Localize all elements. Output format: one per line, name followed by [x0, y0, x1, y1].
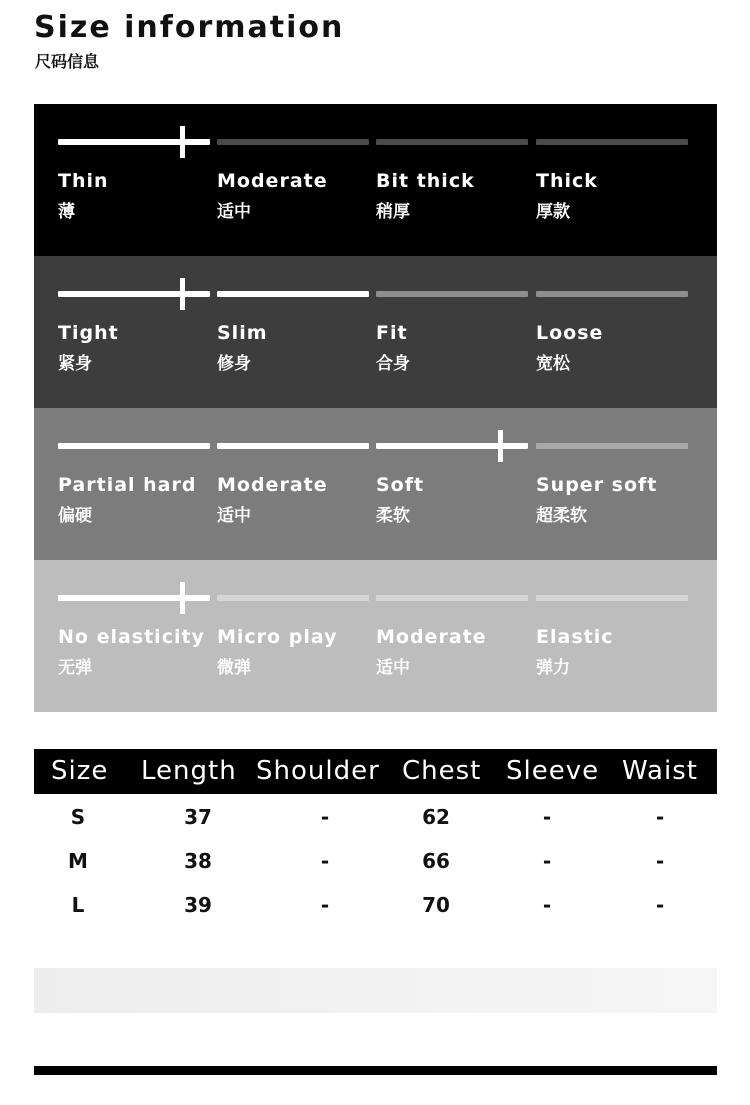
table-cell: -: [655, 893, 665, 917]
table-cell: S: [70, 805, 86, 829]
scale-bar-segment: [58, 291, 210, 297]
table-cell: L: [71, 893, 85, 917]
scale-option-label: Tight: [58, 322, 119, 344]
scale-option-label-cn: 宽松: [536, 354, 570, 374]
scale-option-label: No elasticity: [58, 626, 205, 648]
scale-bar-segment: [217, 595, 369, 601]
scale-option-label: Bit thick: [376, 170, 475, 192]
scale-bar-segment: [58, 139, 210, 145]
scale-option-label-cn: 超柔软: [536, 506, 587, 526]
scale-bar-segment: [376, 139, 528, 145]
table-cell: -: [320, 893, 330, 917]
scale-bar-segment: [58, 443, 210, 449]
table-cell: -: [542, 805, 552, 829]
scale-option-label-cn: 微弹: [217, 658, 251, 678]
table-row: [34, 882, 717, 926]
scale-bar-segment: [376, 595, 528, 601]
scale-option-label: Partial hard: [58, 474, 197, 496]
scale-bar-segment: [217, 139, 369, 145]
size-table-header: [34, 749, 717, 794]
scale-option-label: Thick: [536, 170, 598, 192]
page-title: Size information: [34, 10, 345, 45]
column-header: Chest: [402, 756, 482, 786]
scale-option-label: Micro play: [217, 626, 338, 648]
scale-option-label: Super soft: [536, 474, 658, 496]
column-header: Length: [141, 756, 237, 786]
table-cell: 66: [422, 849, 450, 873]
scale-option-label-cn: 紧身: [58, 354, 92, 374]
scale-option-label: Soft: [376, 474, 425, 496]
scale-option-label-cn: 薄: [58, 202, 75, 222]
scale-option-label-cn: 厚款: [536, 202, 570, 222]
table-row: [34, 794, 717, 838]
scale-row-softness: [34, 408, 717, 560]
table-cell: -: [655, 805, 665, 829]
scale-bar-segment: [536, 595, 688, 601]
scale-bar-segment: [58, 595, 210, 601]
scale-bar-segment: [376, 291, 528, 297]
table-cell: -: [542, 893, 552, 917]
table-cell: 38: [184, 849, 212, 873]
scale-selection-marker: [180, 582, 185, 614]
scale-option-label-cn: 适中: [376, 658, 410, 678]
table-cell: 70: [422, 893, 450, 917]
scale-option-label-cn: 稍厚: [376, 202, 410, 222]
scale-selection-marker: [498, 430, 503, 462]
bottom-rule: [34, 1066, 717, 1075]
table-cell: -: [320, 849, 330, 873]
scale-option-label: Moderate: [217, 474, 328, 496]
scale-option-label-cn: 修身: [217, 354, 251, 374]
table-cell: -: [542, 849, 552, 873]
table-cell: 37: [184, 805, 212, 829]
column-header: Sleeve: [506, 756, 600, 786]
gray-divider-band: [34, 968, 717, 1013]
scale-option-label-cn: 适中: [217, 202, 251, 222]
column-header: Size: [51, 756, 109, 786]
scale-bar-segment: [217, 443, 369, 449]
scale-option-label-cn: 柔软: [376, 506, 410, 526]
scale-option-label: Elastic: [536, 626, 614, 648]
column-header: Shoulder: [256, 756, 380, 786]
scale-option-label-cn: 无弹: [58, 658, 92, 678]
scale-row-elasticity: [34, 560, 717, 712]
scale-option-label: Loose: [536, 322, 604, 344]
scale-row-thickness: [34, 104, 717, 256]
scale-option-label: Moderate: [376, 626, 487, 648]
size-table-body: [34, 794, 717, 926]
column-header: Waist: [622, 756, 698, 786]
scale-bar-segment: [376, 443, 528, 449]
page-subtitle: 尺码信息: [35, 52, 100, 71]
table-cell: 39: [184, 893, 212, 917]
table-cell: -: [655, 849, 665, 873]
table-row: [34, 838, 717, 882]
table-cell: M: [68, 849, 88, 873]
scale-bar-segment: [536, 443, 688, 449]
scale-row-fit: [34, 256, 717, 408]
scale-bar-segment: [536, 139, 688, 145]
scale-option-label: Slim: [217, 322, 268, 344]
size-table: [34, 749, 717, 926]
scale-option-label: Moderate: [217, 170, 328, 192]
scale-bar-segment: [536, 291, 688, 297]
scale-option-label-cn: 弹力: [536, 658, 570, 678]
scale-selection-marker: [180, 278, 185, 310]
fabric-scales: [34, 104, 717, 712]
table-cell: -: [320, 805, 330, 829]
scale-option-label: Thin: [58, 170, 109, 192]
scale-selection-marker: [180, 126, 185, 158]
scale-option-label-cn: 适中: [217, 506, 251, 526]
scale-option-label: Fit: [376, 322, 408, 344]
scale-option-label-cn: 合身: [376, 354, 410, 374]
scale-option-label-cn: 偏硬: [58, 506, 92, 526]
table-cell: 62: [422, 805, 450, 829]
scale-bar-segment: [217, 291, 369, 297]
